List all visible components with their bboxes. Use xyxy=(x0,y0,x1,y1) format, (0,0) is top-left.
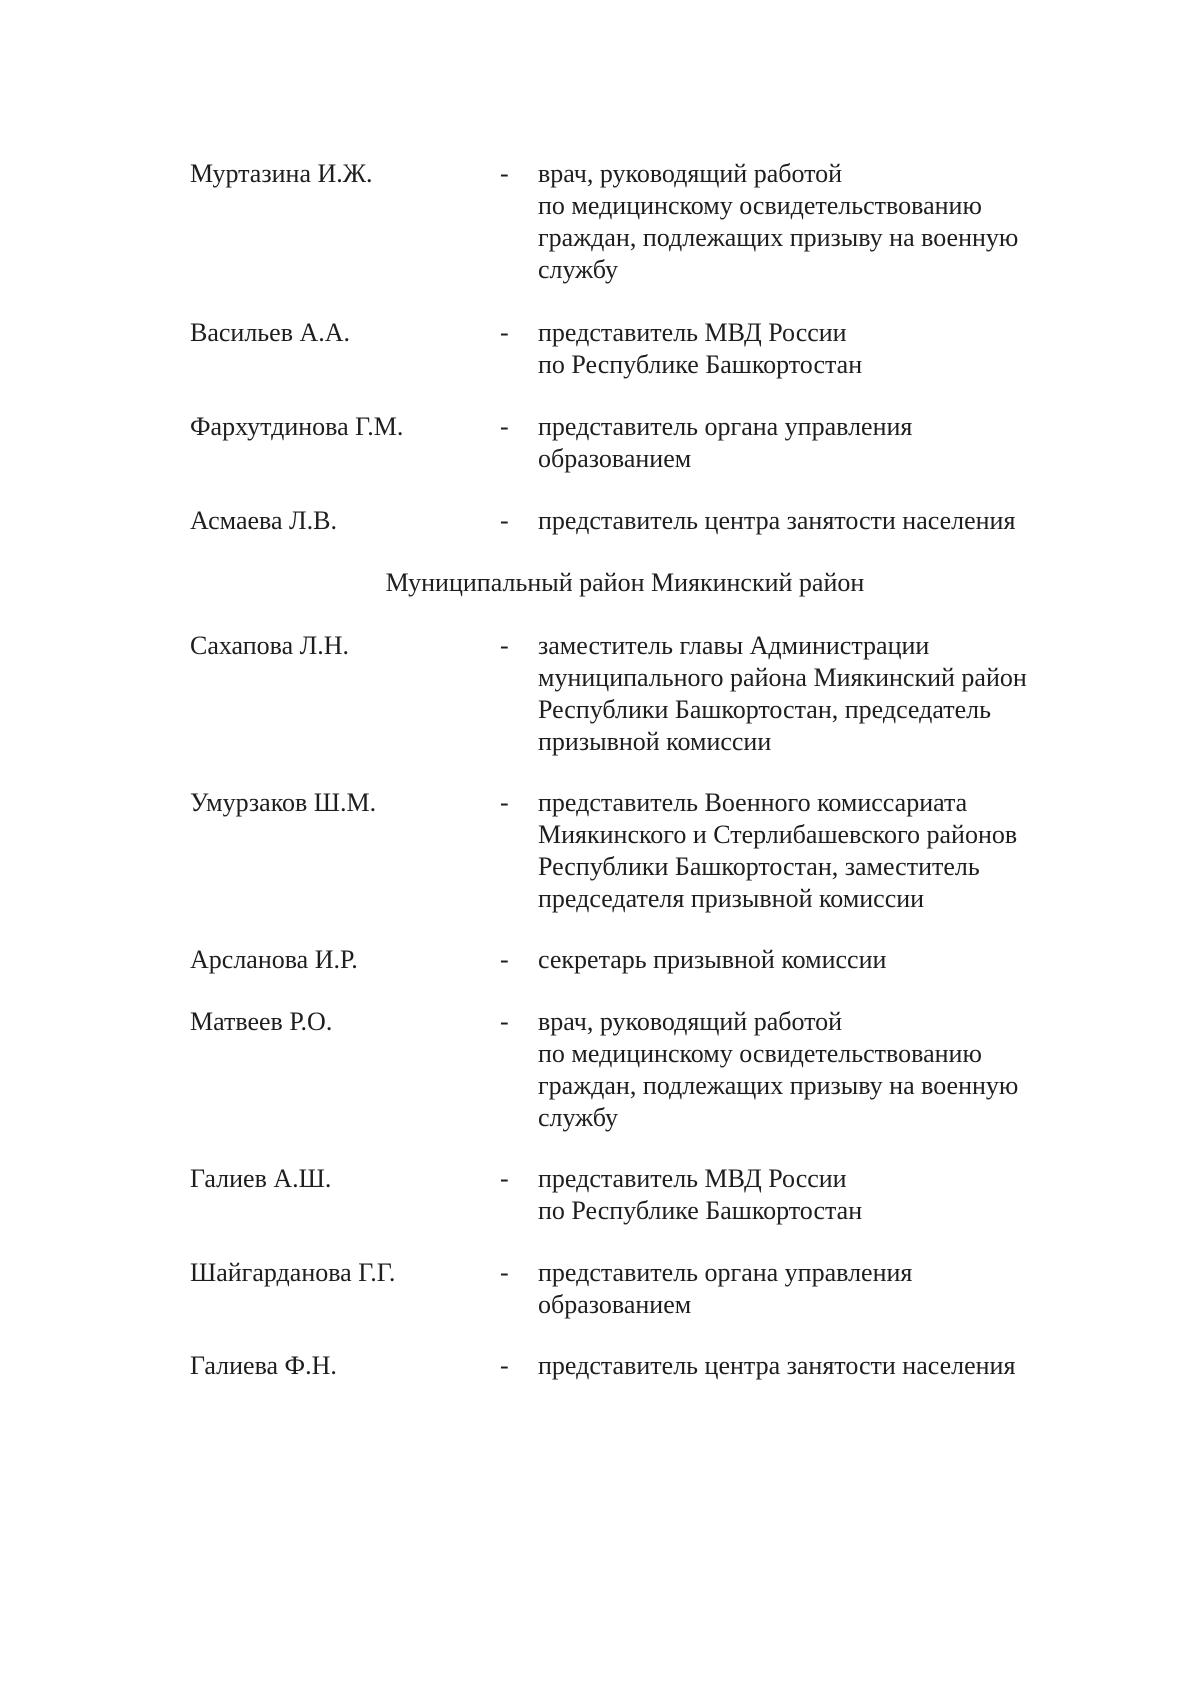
member-role xyxy=(538,317,1098,381)
member-name: Галиев А.Ш. xyxy=(190,1164,332,1193)
separator-dash: - xyxy=(500,159,509,188)
member-role xyxy=(538,411,1098,475)
role-line: службу xyxy=(538,255,619,284)
member-name: Муртазина И.Ж. xyxy=(190,159,373,188)
role-line: муниципального района Миякинский район xyxy=(538,663,1027,692)
member-name: Сахапова Л.Н. xyxy=(190,631,350,660)
role-line: граждан, подлежащих призыву на военную xyxy=(538,1071,1019,1100)
member-name: Васильев А.А. xyxy=(190,318,351,347)
role-line: по медицинскому освидетельствованию xyxy=(538,191,982,220)
role-line: представитель органа управления xyxy=(538,1258,913,1287)
role-line: секретарь призывной комиссии xyxy=(538,945,887,974)
role-line: Миякинского и Стерлибашевского районов xyxy=(538,820,1018,849)
separator-dash: - xyxy=(500,945,509,974)
separator-dash: - xyxy=(500,1258,509,1287)
role-line: представитель центра занятости населения xyxy=(538,1351,1016,1380)
member-name: Матвеев Р.О. xyxy=(190,1007,333,1036)
separator-dash: - xyxy=(500,1007,509,1036)
separator-dash: - xyxy=(500,1164,509,1193)
member-role xyxy=(538,1350,1098,1382)
section-heading xyxy=(0,567,1200,599)
role-line: представитель органа управления xyxy=(538,412,913,441)
member-name: Шайгарданова Г.Г. xyxy=(190,1258,396,1287)
separator-dash: - xyxy=(500,788,509,817)
role-line: представитель Военного комиссариата xyxy=(538,788,968,817)
member-role xyxy=(538,787,1098,915)
role-line: по медицинскому освидетельствованию xyxy=(538,1039,982,1068)
member-name: Умурзаков Ш.М. xyxy=(190,788,377,817)
separator-dash: - xyxy=(500,506,509,535)
separator-dash: - xyxy=(500,631,509,660)
separator-dash: - xyxy=(500,412,509,441)
member-role xyxy=(538,944,1098,976)
role-line: представитель МВД России xyxy=(538,1164,847,1193)
role-line: образованием xyxy=(538,1290,692,1319)
member-role xyxy=(538,505,1098,537)
role-line: службу xyxy=(538,1103,619,1132)
role-line: Республики Башкортостан, заместитель xyxy=(538,852,980,881)
role-line: председателя призывной комиссии xyxy=(538,884,925,913)
role-line: представитель МВД России xyxy=(538,318,847,347)
member-name: Галиева Ф.Н. xyxy=(190,1351,337,1380)
role-line: врач, руководящий работой xyxy=(538,159,843,188)
role-line: призывной комиссии xyxy=(538,727,772,756)
role-line: Республики Башкортостан, председатель xyxy=(538,695,991,724)
member-role xyxy=(538,1163,1098,1227)
member-role xyxy=(538,158,1098,286)
member-role xyxy=(538,630,1098,758)
role-line: врач, руководящий работой xyxy=(538,1007,843,1036)
role-line: по Республике Башкортостан xyxy=(538,1196,863,1225)
role-line: представитель центра занятости населения xyxy=(538,506,1016,535)
member-role xyxy=(538,1257,1098,1321)
member-role xyxy=(538,1006,1098,1134)
member-name: Асмаева Л.В. xyxy=(190,506,337,535)
role-line: граждан, подлежащих призыву на военную xyxy=(538,223,1019,252)
role-line: заместитель главы Администрации xyxy=(538,631,930,660)
member-name: Арсланова И.Р. xyxy=(190,945,358,974)
separator-dash: - xyxy=(500,318,509,347)
role-line: по Республике Башкортостан xyxy=(538,350,863,379)
member-name: Фархутдинова Г.М. xyxy=(190,412,404,441)
role-line: образованием xyxy=(538,444,692,473)
section-heading-text: Муниципальный район Миякинский район xyxy=(385,568,865,597)
separator-dash: - xyxy=(500,1351,509,1380)
